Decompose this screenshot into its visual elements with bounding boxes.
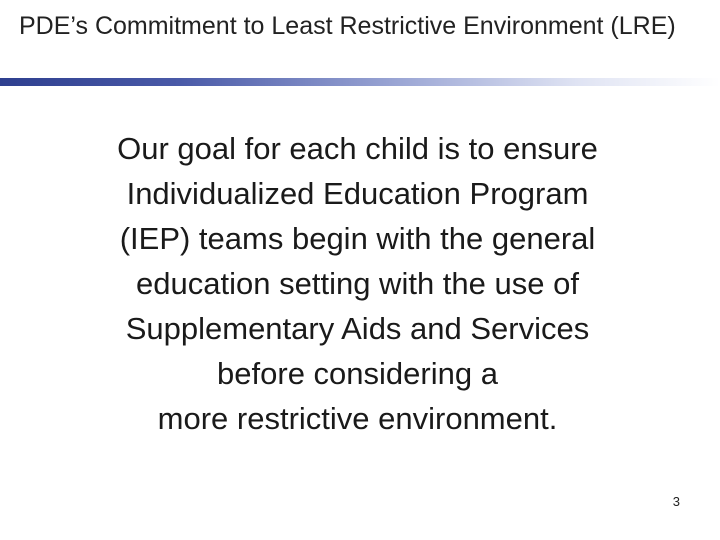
body-line: Our goal for each child is to ensure [117, 131, 598, 166]
body-line: before considering a [217, 356, 498, 391]
page-number: 3 [672, 494, 680, 509]
title-divider-bar [0, 78, 720, 86]
body-line: Individualized Education Program [126, 176, 589, 211]
slide-title: PDE’s Commitment to Least Restrictive Environment (LRE) [19, 12, 676, 40]
body-line: (IEP) teams begin with the general [119, 221, 596, 256]
slide-body-text [40, 126, 675, 441]
body-line: more restrictive environment. [157, 401, 558, 436]
body-line: education setting with the use of [136, 266, 579, 301]
body-line: Supplementary Aids and Services [125, 311, 590, 346]
